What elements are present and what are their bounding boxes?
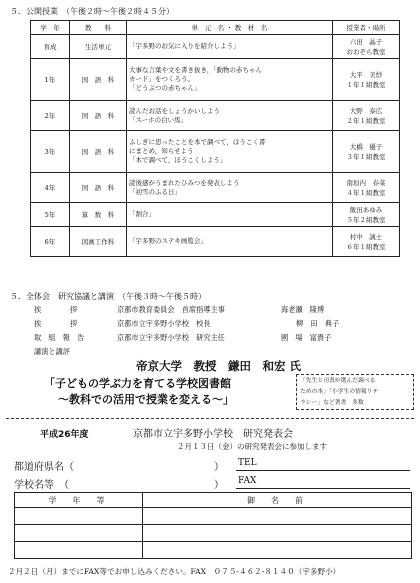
table-row — [31, 131, 400, 173]
unit-line: 「割合」 — [129, 210, 155, 218]
unit-line: にまとめ，知らせよう — [129, 147, 194, 155]
greeting-label-1: 挨 拶 — [34, 305, 78, 314]
grade-cell: 4年 — [31, 173, 70, 203]
subject-cell: 国 語 科 — [70, 131, 127, 173]
unit-line: 「宇多野のステキ画覧会」 — [129, 237, 207, 245]
grade-cell[interactable] — [15, 525, 143, 542]
subject-cell: 図画工作科 — [70, 227, 127, 257]
teacher-cell — [333, 35, 400, 59]
table-row — [31, 227, 400, 257]
report-label: 取 組 報 告 — [34, 333, 85, 342]
header-teacher: 授業者・場所 — [333, 21, 400, 35]
grade-cell: 育成 — [31, 35, 70, 59]
greeting-org-2: 京都市立宇多野小学校 校長 — [117, 319, 211, 328]
name-cell[interactable] — [143, 525, 412, 542]
table-row — [31, 59, 400, 101]
classroom: ３年１組教室 — [346, 152, 386, 161]
unit-line: 「初雪のふる日」 — [129, 187, 181, 196]
section-title-open-class: ５．公開授業 （午後２時〜午後２時４５分） — [10, 7, 174, 16]
table-row — [31, 203, 400, 227]
header-unit: 単 元 名 ・ 教 材 名 — [127, 21, 333, 35]
header-subject: 教 科 — [70, 21, 127, 35]
unit-cell — [127, 227, 333, 257]
unit-line: ふしぎに思ったことを本で調べて，ほうこく書 — [129, 138, 266, 146]
form-school-title: 京都市立宇多野小学校 研究発表会 — [133, 429, 293, 440]
fax-label: FAX — [238, 476, 257, 486]
grade-cell: 3年 — [31, 131, 70, 173]
unit-cell — [127, 203, 333, 227]
subject-cell: 国 語 科 — [70, 59, 127, 101]
greeting-name-2: 柳 田 典子 — [296, 319, 340, 328]
greeting-name-1: 海老瀬 隆博 — [281, 305, 325, 314]
grade-cell[interactable] — [15, 508, 143, 525]
lecturer-name: 帝京大学 教授 鎌田 和宏 氏 — [136, 359, 302, 373]
table-header-row — [31, 21, 400, 35]
school-paren-close: ） — [214, 480, 224, 491]
open-class-table — [30, 20, 400, 257]
col-grade-header: 学 年 等 — [15, 493, 143, 508]
tel-label: TEL — [238, 458, 257, 468]
subject-cell: 国 語 科 — [70, 173, 127, 203]
prefecture-paren-close: ） — [214, 462, 224, 473]
unit-cell — [127, 59, 333, 101]
table-row — [31, 35, 400, 59]
classroom: おおぞら教室 — [346, 47, 386, 56]
unit-line: 「スーホの白い馬」 — [129, 115, 188, 124]
grade-cell: 2年 — [31, 101, 70, 131]
teacher-cell — [333, 227, 400, 257]
classroom: ５年２組教室 — [346, 215, 386, 224]
teacher-name: 大野 泰広 — [349, 106, 383, 115]
table-row — [31, 173, 400, 203]
unit-line: 「宇多野のお気に入りを紹介しよう」 — [129, 42, 240, 50]
unit-line: カード」をつくろう。 — [129, 75, 194, 83]
author-note-box — [296, 374, 414, 410]
form-year: 平成26年度 — [40, 430, 89, 440]
header-grade: 学 年 — [31, 21, 70, 35]
teacher-cell — [333, 131, 400, 173]
subject-cell: 国 語 科 — [70, 101, 127, 131]
subject-cell: 算 数 科 — [70, 203, 127, 227]
school-label: 学校名等 （ — [14, 480, 69, 491]
classroom: ６年１組教室 — [346, 242, 386, 251]
unit-cell — [127, 131, 333, 173]
attendee-row — [15, 508, 412, 525]
lecture-title-line2: 〜教科での活用で授業を変える〜」 — [58, 393, 234, 406]
attendee-row — [15, 542, 412, 559]
attendee-header-row — [15, 493, 412, 508]
section-title-general-meeting: ５．全体会 研究協議と講演 （午後３時〜午後５時） — [10, 292, 206, 301]
prefecture-label: 都道府県名（ — [14, 462, 74, 473]
name-cell[interactable] — [143, 508, 412, 525]
open-class-table-body — [31, 35, 400, 257]
report-org: 京都市立宇多野小学校 研究主任 — [117, 333, 225, 342]
teacher-cell — [333, 203, 400, 227]
grade-cell: 1年 — [31, 59, 70, 101]
lecture-label: 講演と講評 — [34, 347, 70, 356]
unit-cell — [127, 35, 333, 59]
teacher-name: 南垣内 春菜 — [346, 178, 386, 187]
teacher-name: 村中 誠士 — [349, 232, 383, 241]
teacher-cell — [333, 59, 400, 101]
unit-cell — [127, 101, 333, 131]
subject-cell: 生活単元 — [70, 35, 127, 59]
teacher-cell — [333, 173, 400, 203]
author-note-line3: ラシー」など著書 多数 — [300, 400, 364, 406]
author-note-line2: ための本」「小学生の情報リテ — [300, 389, 379, 395]
unit-line: 「本で調べて，ほうこくしよう」 — [129, 156, 227, 164]
teacher-name: 六田 晶子 — [349, 37, 383, 46]
grade-cell[interactable] — [15, 542, 143, 559]
unit-line: 読んだお話をしょうかいしよう — [129, 106, 220, 115]
report-name: 國 場 富貴子 — [281, 333, 332, 342]
author-note-line1: 「先生と司書が選んだ調べる — [300, 378, 376, 384]
footer-deadline: ２月２日（月）までにFAX等でお申し込みください。FAX ０７５-４６２-８１４０（宇多野小） — [8, 567, 341, 576]
teacher-name: 飯田あゆみ — [349, 205, 383, 214]
form-attend-line: ２月１３日（金）の研究発表会に参加します — [177, 442, 327, 451]
classroom: １年１組教室 — [346, 80, 386, 89]
greeting-org-1: 京都市教育委員会 首席指導主事 — [117, 305, 225, 314]
greeting-label-2: 挨 拶 — [34, 319, 78, 328]
grade-cell: 6年 — [31, 227, 70, 257]
teacher-name: 大平 美紗 — [349, 70, 383, 79]
name-cell[interactable] — [143, 542, 412, 559]
teacher-cell — [333, 101, 400, 131]
lecture-title-line1: 「子どもの学ぶ力を育てる学校図書館 — [44, 377, 231, 390]
unit-cell — [127, 173, 333, 203]
attendee-table — [14, 492, 412, 559]
classroom: ４年１組教室 — [346, 188, 386, 197]
unit-line: 読後感がうまれたひみつを発表しよう — [129, 178, 240, 187]
teacher-name: 大橋 優子 — [349, 142, 383, 151]
fax-underline — [236, 488, 410, 489]
unit-line: 「どうぶつの赤ちゃん」 — [129, 84, 201, 92]
unit-line: 大事な言葉や文を書き抜き，「動物の赤ちゃん — [129, 66, 262, 74]
attendee-row — [15, 525, 412, 542]
tel-underline — [236, 470, 410, 471]
classroom: ２年１組教室 — [346, 116, 386, 125]
col-name-header: 御 名 前 — [143, 493, 412, 508]
cut-line — [6, 418, 414, 419]
grade-cell: 5年 — [31, 203, 70, 227]
table-row — [31, 101, 400, 131]
